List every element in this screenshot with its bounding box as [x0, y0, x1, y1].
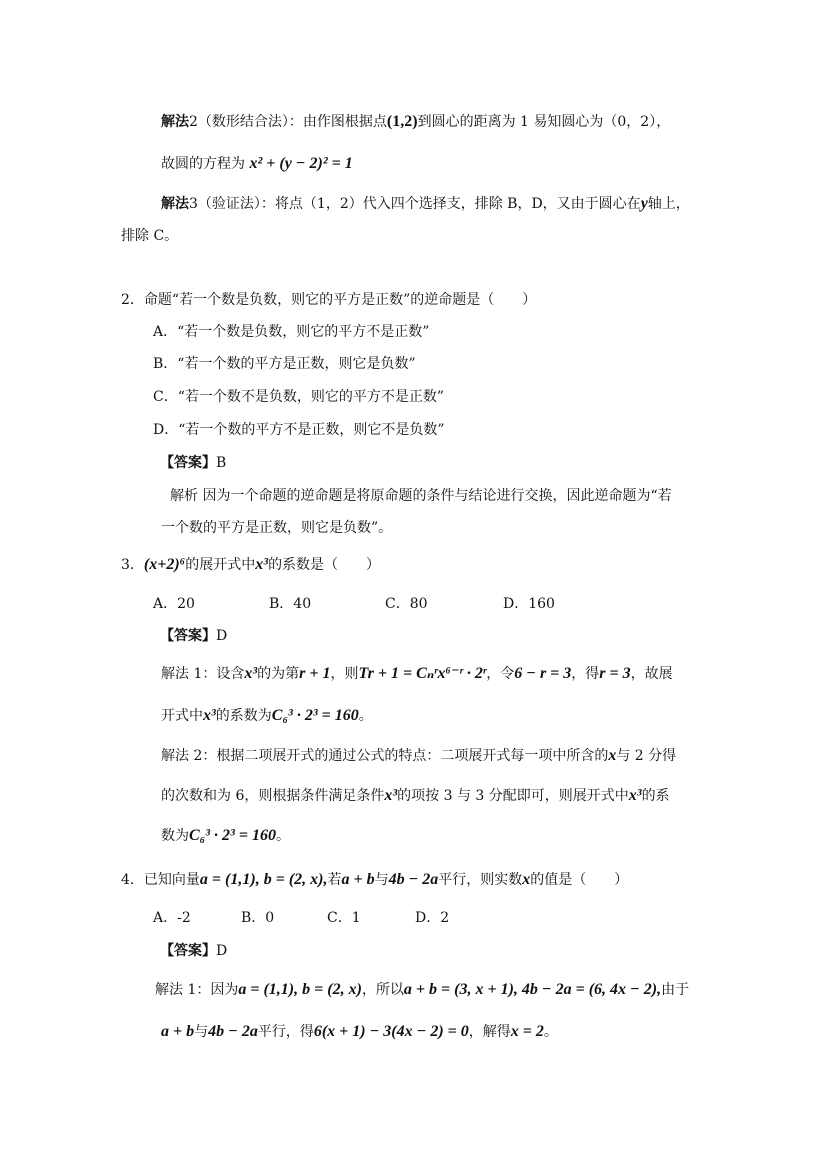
q3-sol1-line1	[161, 664, 673, 684]
q3-sol2-line1	[161, 746, 676, 766]
sol3-text1: 3（验证法）：将点（1，2）代入四个选择支，排除 B，D，又由于圆心在	[189, 196, 641, 212]
sol2-text2: 到圆心的距离为 1 易知圆心为（0，2），	[417, 114, 671, 130]
q3-stem-end: 的系数是（ ）	[268, 557, 381, 573]
q3-var: x³	[255, 556, 269, 573]
q4-sol-l2-math-a: a + b	[161, 1023, 195, 1040]
q2-answer	[160, 453, 226, 473]
q3-sol2-l3-math-b: C₆³ · 2³ = 160	[189, 827, 276, 844]
q3-sol2-l2-math-b: x³	[384, 787, 398, 804]
q3-sol1-math-h: 6 − r = 3	[514, 665, 572, 682]
q4-option-d: D．2	[415, 910, 450, 926]
q4-vectors: a = (1,1), b = (2, x),	[199, 871, 328, 888]
q4-sol-l2-math-e: 6(x + 1) − 3(4x − 2) = 0	[313, 1023, 469, 1040]
q3-sol2-l1-text-a: 解法 2：根据二项展开式的通过公式的特点：二项展开式每一项中所含的	[161, 748, 609, 764]
q4-sol-l2-text-b: 与	[194, 1024, 209, 1040]
q2-option-c: C．“若一个数不是负数，则它的平方不是正数”	[153, 389, 445, 405]
q3-stem-mid: 的展开式中	[185, 557, 256, 573]
q4-with: 与	[374, 872, 389, 888]
q3-sol2-l2-math-d: x³	[628, 787, 642, 804]
q4-answer-label: 【答案】	[160, 943, 216, 959]
sol2-line1	[161, 112, 670, 132]
q4-diff: 4b − 2a	[388, 871, 439, 888]
q4-if: 若	[327, 872, 342, 888]
q4-option-b: B．0	[241, 910, 275, 926]
q4-sol-text-e: 由于	[661, 982, 690, 998]
sol3-axis-var: y	[640, 195, 648, 212]
q2-stem: 2．命题“若一个数是负数，则它的平方是正数”的逆命题是（ ）	[121, 292, 537, 308]
q3-sol1-l2-text-e: 。	[358, 708, 373, 724]
q4-sol-l2-math-c: 4b − 2a	[208, 1023, 258, 1040]
q3-sol1-math-f: Tr + 1 = Cₙʳx⁶⁻ʳ · 2ʳ	[358, 665, 487, 682]
q2-answer-value: B	[216, 455, 227, 471]
q3-sol1-text-c: 的为第	[257, 666, 300, 682]
q3-stem	[121, 555, 380, 575]
q2-analysis-line1: 解析 因为一个命题的逆命题是将原命题的条件与结论进行交换，因此逆命题为“若	[170, 488, 672, 504]
sol2-line2	[161, 154, 353, 174]
q2-option-d: D．“若一个数的平方不是正数，则它不是负数”	[153, 422, 445, 438]
q4-var: x	[522, 871, 531, 888]
q3-sol1-math-b: x³	[244, 665, 258, 682]
q3-sol1-line2	[161, 706, 373, 726]
q3-answer-label: 【答案】	[160, 628, 216, 644]
q3-sol1-text-i: ，得	[571, 666, 600, 682]
q4-answer	[160, 941, 227, 961]
q4-sol-math-b: a = (1,1), b = (2, x)	[238, 981, 362, 998]
q4-sol-math-d: a + b = (3, x + 1), 4b − 2a = (6, 4x − 2),	[403, 981, 662, 998]
q3-answer	[160, 626, 227, 646]
q4-sol-l2-math-g: x = 2	[510, 1023, 544, 1040]
q4-sum: a + b	[341, 871, 375, 888]
q2-analysis-line2: 一个数的平方是正数，则它是负数”。	[161, 520, 393, 536]
q3-sol1-l2-text-c: 的系数为	[215, 708, 272, 724]
q4-stem-end: 平行，则实数	[438, 872, 523, 888]
sol2-text1: 2（数形结合法）：由作图根据点	[189, 114, 387, 130]
sol3-text2: 轴上，	[647, 196, 690, 212]
q3-sol2-l3-text-c: 。	[275, 828, 290, 844]
q3-expr: (x+2)⁶	[143, 556, 186, 573]
q3-sol1-math-j: r = 3	[599, 665, 631, 682]
q2-answer-label: 【答案】	[160, 455, 216, 471]
circle-equation: x² + (y − 2)² = 1	[249, 155, 353, 172]
q2-option-a: A．“若一个数是负数，则它的平方不是正数”	[153, 324, 430, 340]
q3-sol2-l2-text-e: 的系	[641, 788, 670, 804]
sol2-label: 解法	[161, 114, 189, 130]
q3-sol1-text-a: 解法 1：设含	[161, 666, 245, 682]
q3-option-b: B．40	[269, 596, 312, 612]
q4-option-c: C．1	[327, 910, 361, 926]
q3-number: 3．	[121, 557, 144, 573]
q3-sol2-line3	[161, 826, 290, 846]
q3-sol1-text-k: ，故展	[630, 666, 673, 682]
q2-option-b: B．“若一个数的平方是正数，则它是负数”	[153, 356, 416, 372]
q3-option-c: C．80	[385, 596, 428, 612]
q4-sol-l2-text-h: 。	[543, 1024, 558, 1040]
sol2-point: (1,2)	[386, 113, 418, 130]
q3-sol1-l2-math-b: x³	[203, 707, 216, 724]
q4-option-a: A．-2	[153, 910, 191, 926]
q3-sol2-l2-text-a: 的次数和为 6，则根据条件满足条件	[161, 788, 385, 804]
q4-sol-text-a: 解法 1：因为	[155, 982, 239, 998]
q3-sol1-l2-math-d: C₆³ · 2³ = 160	[271, 707, 359, 724]
q4-sol-l2-text-d: 平行，得	[257, 1024, 314, 1040]
q4-number: 4．已知向量	[121, 872, 200, 888]
q4-stem-end2: 的值是（ ）	[530, 872, 629, 888]
q4-sol-line1	[155, 980, 689, 1000]
q3-sol2-l1-math-b: x	[608, 747, 617, 764]
q3-sol1-text-e: ，则	[330, 666, 359, 682]
sol2-prefix: 故圆的方程为	[161, 156, 245, 172]
sol3-label: 解法	[161, 196, 189, 212]
q4-sol-text-c: ，所以	[361, 982, 404, 998]
q3-sol1-l2-text-a: 开式中	[161, 708, 203, 724]
sol3-line2: 排除 C。	[121, 228, 179, 244]
q4-sol-l2-text-f: ，解得	[468, 1024, 511, 1040]
q3-sol2-l3-text-a: 数为	[161, 828, 189, 844]
q4-stem	[121, 870, 628, 890]
sol3-line1	[161, 194, 690, 214]
q3-sol1-math-d: r + 1	[299, 665, 331, 682]
q3-answer-value: D	[216, 628, 228, 644]
q3-option-d: D．160	[503, 596, 555, 612]
q3-sol2-l2-text-c: 的项按 3 与 3 分配即可，则展开式中	[397, 788, 629, 804]
q4-answer-value: D	[216, 943, 228, 959]
q4-sol-line2	[161, 1022, 558, 1042]
q3-option-a: A．20	[153, 596, 195, 612]
q3-sol2-l1-text-c: 与 2 分得	[616, 748, 677, 764]
q3-sol2-line2	[161, 786, 670, 806]
q3-sol1-text-g: ，令	[486, 666, 515, 682]
